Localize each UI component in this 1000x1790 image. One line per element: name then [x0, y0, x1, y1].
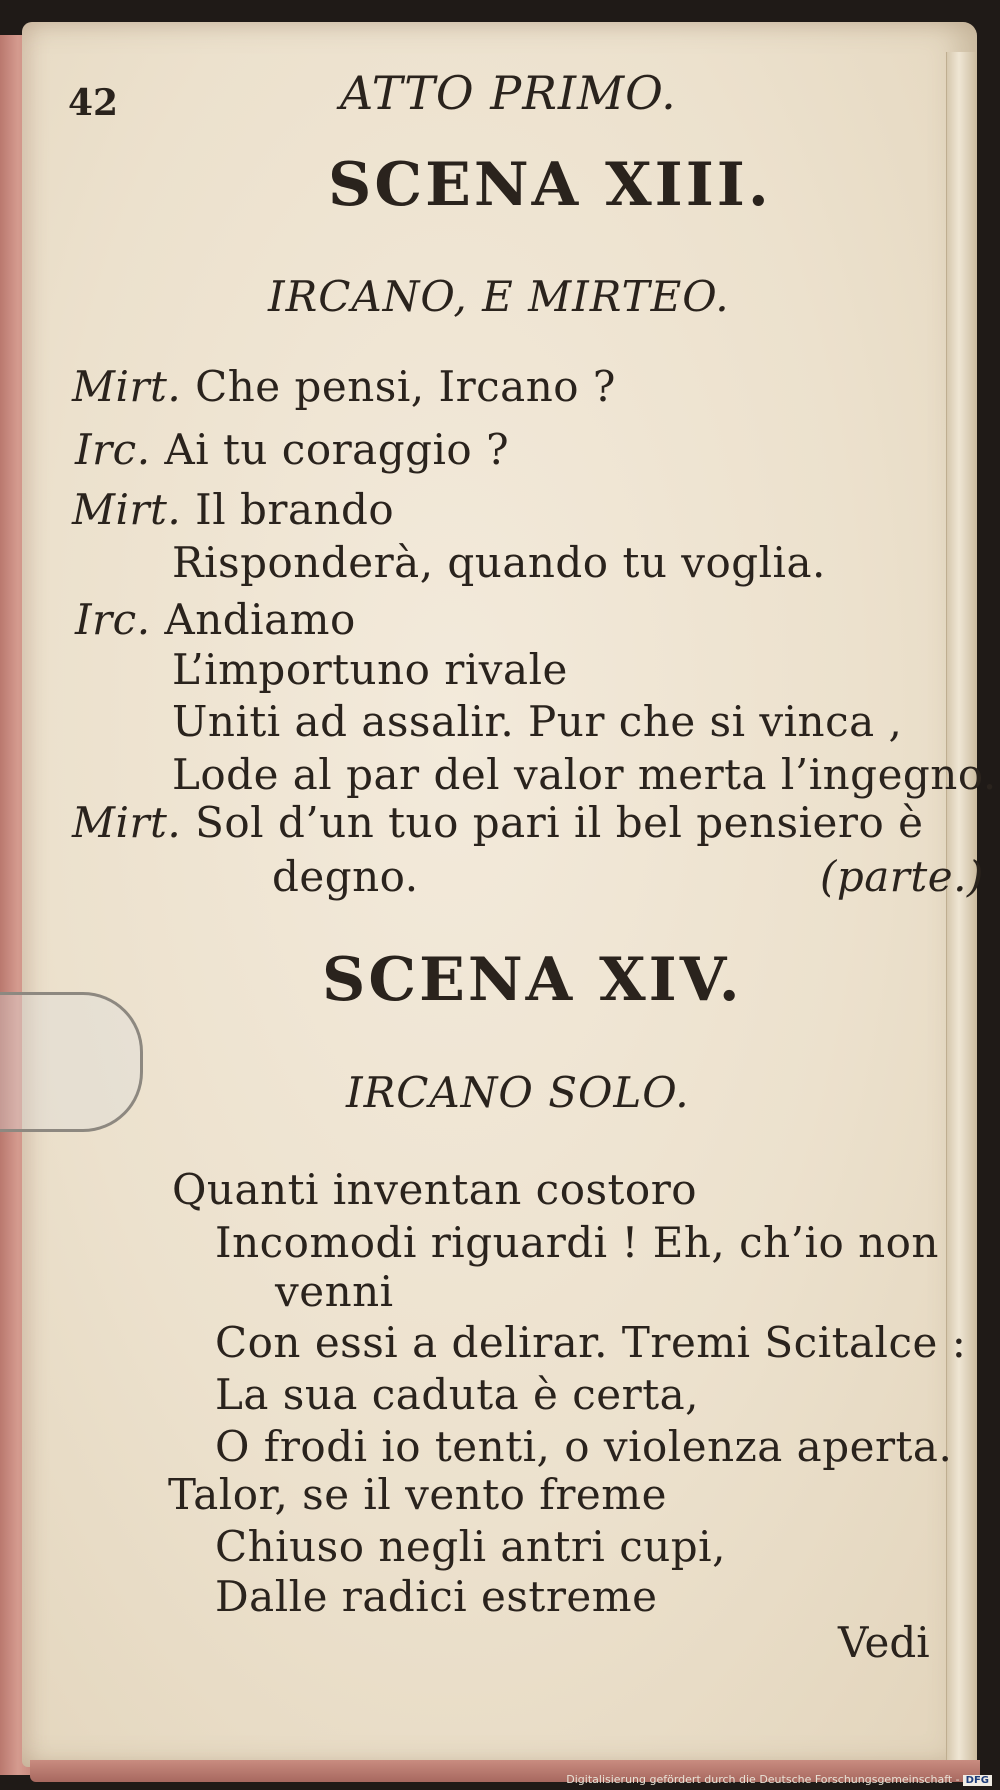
bookmark-clip — [0, 992, 143, 1132]
verse-line: Quanti inventan costoro — [172, 1165, 698, 1214]
scene-13-title: SCENA XIII. — [328, 150, 772, 220]
speaker-label: Mirt. — [72, 362, 182, 411]
dialogue-line — [172, 697, 902, 746]
running-title: ATTO PRIMO. — [340, 66, 677, 120]
dialogue-line — [75, 595, 356, 644]
line-text: degno. — [272, 852, 419, 901]
verse-line: La sua caduta è certa, — [215, 1370, 699, 1419]
line-text: L’importuno rivale — [172, 645, 568, 694]
verse-line: Con essi a delirar. Tremi Scitalce : — [215, 1318, 967, 1367]
dialogue-line — [72, 362, 616, 411]
line-text: Sol d’un tuo pari il bel pensiero è — [195, 798, 924, 847]
line-text: Che pensi, Ircano ? — [195, 362, 616, 411]
dialogue-line — [172, 645, 568, 694]
verse-line: Chiuso negli antri cupi, — [215, 1522, 726, 1571]
verse-line: O frodi io tenti, o violenza aperta. — [215, 1422, 953, 1471]
dialogue-line — [172, 750, 997, 799]
dialogue-line — [72, 798, 923, 847]
page-fore-edge — [946, 52, 977, 1772]
dfg-logo: DFG — [963, 1775, 992, 1786]
line-text: Lode al par del valor merta l’ingegno. — [172, 750, 997, 799]
line-text: Ai tu coraggio ? — [164, 425, 510, 474]
line-text: Uniti ad assalir. Pur che si vinca , — [172, 697, 903, 746]
line-text: Andiamo — [164, 595, 356, 644]
verse-line: Dalle radici estreme — [215, 1572, 658, 1621]
line-text: Risponderà, quando tu voglia. — [172, 538, 826, 587]
speaker-label: Irc. — [75, 595, 151, 644]
line-text: Il brando — [195, 485, 395, 534]
verse-line: Incomodi riguardi ! Eh, ch’io non — [215, 1218, 939, 1267]
scene-14-characters: IRCANO SOLO. — [346, 1068, 690, 1117]
credit-text: Digitalisierung gefördert durch die Deutsche Forschungsgemeinschaft - — [566, 1773, 960, 1786]
scene-13-characters: IRCANO, E MIRTEO. — [268, 272, 730, 321]
dialogue-line — [75, 425, 509, 474]
stage-direction: (parte.) — [820, 852, 984, 901]
verse-line: Talor, se il vento freme — [168, 1470, 667, 1519]
catchword: Vedi — [838, 1618, 930, 1667]
scene-14-title: SCENA XIV. — [322, 945, 743, 1015]
speaker-label: Irc. — [75, 425, 151, 474]
dialogue-line — [272, 852, 419, 901]
speaker-label: Mirt. — [72, 798, 182, 847]
digitization-credit — [566, 1773, 992, 1786]
speaker-label: Mirt. — [72, 485, 182, 534]
dialogue-line — [172, 538, 826, 587]
page-number: 42 — [68, 82, 119, 124]
verse-line: venni — [275, 1267, 394, 1316]
dialogue-line — [72, 485, 394, 534]
